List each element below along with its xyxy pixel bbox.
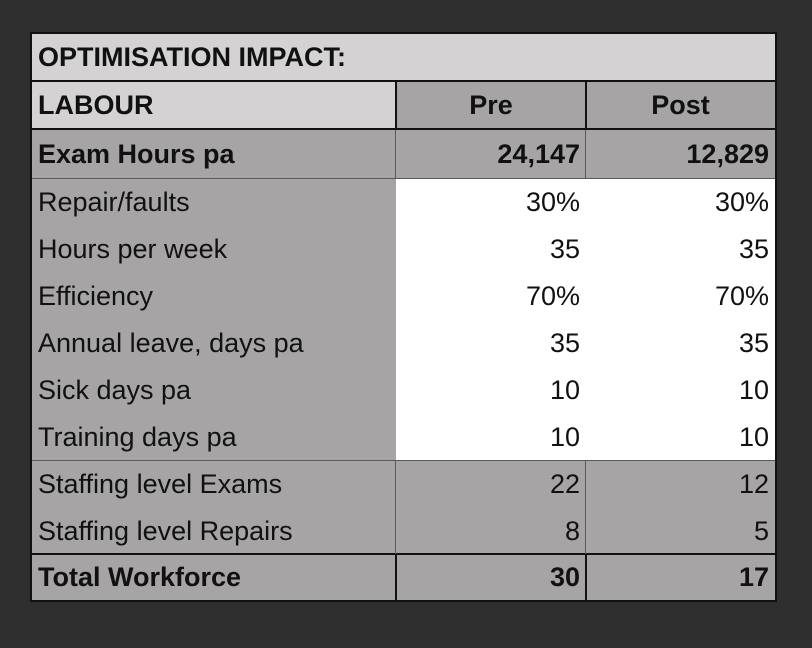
staffing-row-repairs — [32, 508, 775, 555]
staffing-pre-value[interactable]: 22 — [549, 469, 580, 499]
param-label[interactable]: Training days pa — [38, 422, 237, 452]
param-label[interactable]: Repair/faults — [38, 187, 190, 217]
grid-line — [395, 554, 397, 600]
staffing-row-exams — [32, 461, 775, 508]
grid-line — [585, 81, 587, 130]
grid-line — [395, 130, 396, 178]
exam-hours-pre[interactable]: 24,147 — [497, 139, 580, 169]
staffing-label[interactable]: Staffing level Repairs — [38, 516, 293, 546]
total-workforce-post[interactable]: 17 — [738, 562, 769, 592]
staffing-pre-value[interactable]: 8 — [564, 516, 580, 546]
grid-line — [32, 80, 775, 82]
grid-line — [585, 554, 587, 600]
header-pre-cell[interactable]: Pre — [396, 82, 586, 128]
param-pre-value[interactable]: 10 — [396, 367, 586, 414]
total-workforce-pre[interactable]: 30 — [549, 562, 580, 592]
exam-hours-row — [32, 131, 775, 178]
total-workforce-label[interactable]: Total Workforce — [38, 562, 242, 592]
param-label[interactable]: Annual leave, days pa — [38, 328, 304, 358]
param-post-value[interactable]: 70% — [586, 273, 775, 320]
param-row-hours-per-week — [32, 226, 775, 273]
param-pre-value[interactable]: 10 — [396, 414, 586, 461]
param-label[interactable]: Efficiency — [38, 281, 154, 311]
param-post-value[interactable]: 10 — [586, 367, 775, 414]
param-post-value[interactable]: 35 — [586, 320, 775, 367]
grid-line — [395, 81, 397, 130]
grid-line — [32, 553, 775, 555]
param-row-sick-days — [32, 367, 775, 414]
param-post-value[interactable]: 35 — [586, 226, 775, 273]
staffing-label[interactable]: Staffing level Exams — [38, 469, 283, 499]
param-row-efficiency — [32, 273, 775, 320]
param-label[interactable]: Sick days pa — [38, 375, 192, 405]
total-workforce-row — [32, 555, 775, 600]
staffing-post-value[interactable]: 12 — [738, 469, 769, 499]
table-title: OPTIMISATION IMPACT: — [38, 42, 346, 72]
grid-line — [585, 461, 586, 554]
grid-line — [395, 461, 396, 554]
header-post-cell[interactable]: Post — [586, 82, 775, 128]
param-pre-value[interactable]: 70% — [396, 273, 586, 320]
header-label-cell[interactable]: LABOUR — [32, 82, 396, 128]
param-row-repair-faults — [32, 179, 775, 226]
grid-line — [32, 460, 775, 461]
table-header-row — [32, 82, 775, 128]
param-pre-value[interactable]: 30% — [396, 179, 586, 226]
grid-line — [585, 130, 586, 178]
grid-line — [32, 128, 775, 130]
exam-hours-post[interactable]: 12,829 — [686, 139, 769, 169]
table-title-row — [32, 34, 775, 81]
param-row-annual-leave — [32, 320, 775, 367]
param-row-training-days — [32, 414, 775, 461]
param-pre-value[interactable]: 35 — [396, 226, 586, 273]
param-post-value[interactable]: 10 — [586, 414, 775, 461]
exam-hours-label[interactable]: Exam Hours pa — [38, 139, 235, 169]
param-label[interactable]: Hours per week — [38, 234, 228, 264]
staffing-post-value[interactable]: 5 — [753, 516, 769, 546]
param-post-value[interactable]: 30% — [586, 179, 775, 226]
grid-line — [32, 178, 775, 179]
param-pre-value[interactable]: 35 — [396, 320, 586, 367]
optimisation-impact-table — [30, 32, 777, 602]
